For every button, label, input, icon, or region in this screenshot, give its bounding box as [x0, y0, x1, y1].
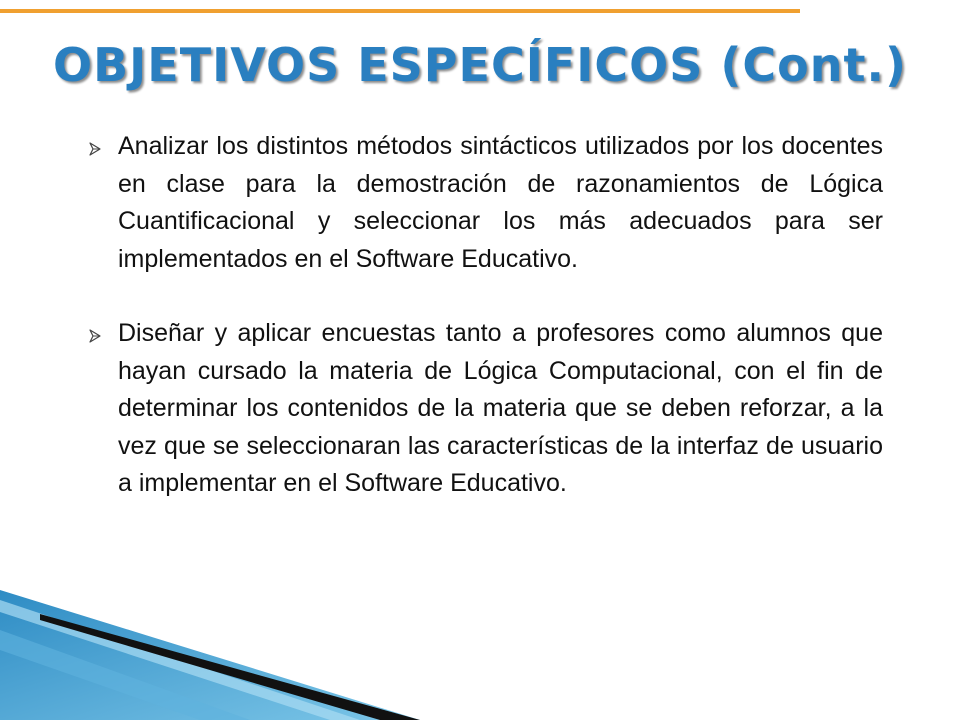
chevron-right-icon — [88, 142, 102, 156]
slide-title: OBJETIVOS ESPECÍFICOS (Cont.) — [53, 38, 907, 92]
bullet-item — [88, 315, 883, 503]
chevron-right-icon — [88, 329, 102, 343]
bullet-text: Diseñar y aplicar encuestas tanto a profesores como alumnos que hayan cursado la materia de Lógica Computacional, con el fin de determinar los contenidos de la materia que se deben reforzar, a la vez que se seleccionaran las características de la interfaz de usuario a implementar en el Software Educativo. — [118, 319, 883, 497]
bullet-item — [88, 128, 883, 278]
corner-decoration — [0, 590, 420, 720]
bullet-list — [88, 128, 883, 503]
bullet-text: Analizar los distintos métodos sintácticos utilizados por los docentes en clase para la demostración de razonamientos de Lógica Cuantificacional y seleccionar los más adecuados para ser implementados en el Software Educativo. — [118, 132, 883, 273]
top-accent-rule — [0, 9, 800, 13]
